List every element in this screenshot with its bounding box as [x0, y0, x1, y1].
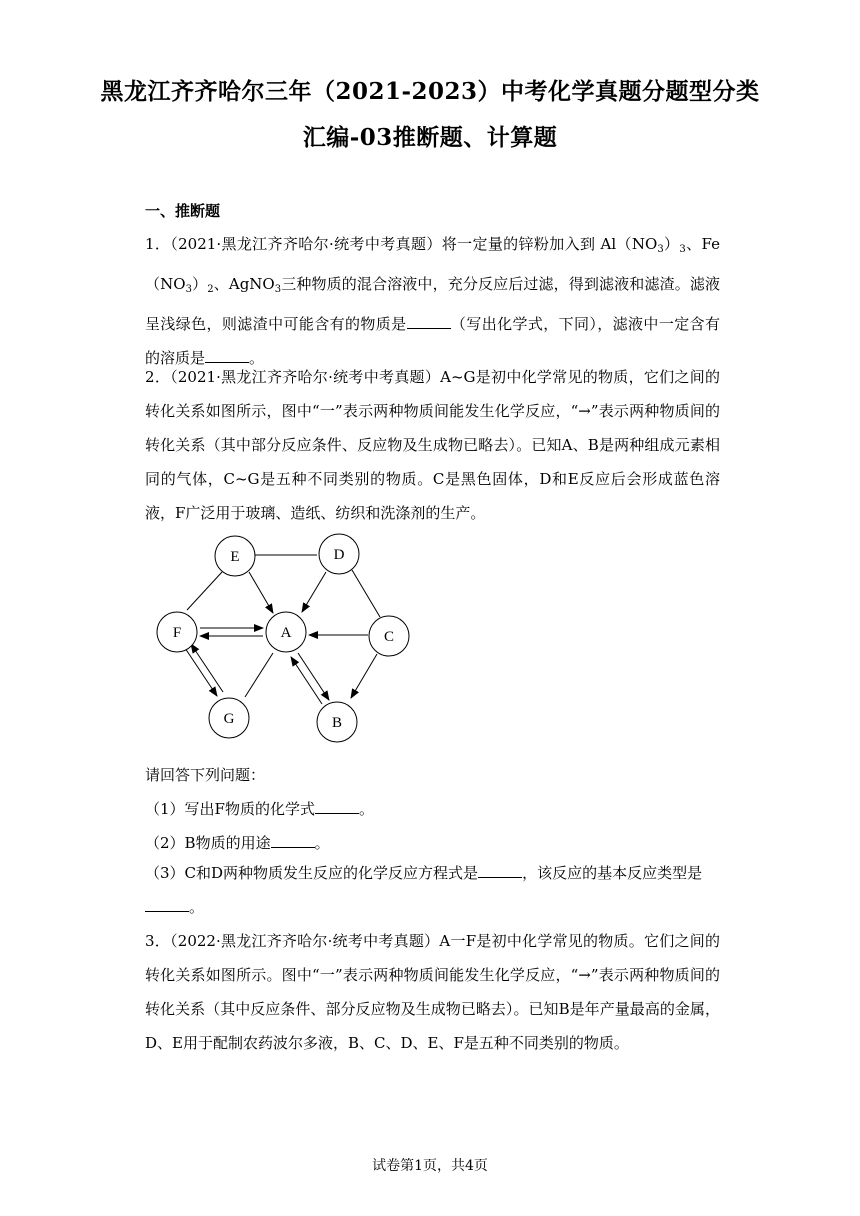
- q1-text-part: ）: [663, 235, 680, 253]
- node-g: [209, 698, 249, 738]
- answer-blank[interactable]: [478, 863, 522, 878]
- node-a: [266, 612, 306, 652]
- edge-e-f: [187, 572, 222, 610]
- answer-blank[interactable]: [407, 314, 451, 329]
- questions-prompt: 请回答下列问题：: [145, 766, 266, 784]
- edge-a-b: [298, 653, 329, 700]
- node-label-g: G: [223, 711, 235, 727]
- node-e: [215, 536, 255, 576]
- node-label-f: F: [172, 625, 182, 641]
- q1-text-part: 、AgNO: [213, 275, 275, 293]
- subquestion-3: [145, 856, 720, 924]
- edge-c-b: [351, 654, 377, 698]
- edge-g-f: [191, 644, 223, 692]
- edge-d-a: [302, 572, 326, 612]
- edge-b-a: [291, 657, 322, 704]
- answer-blank[interactable]: [315, 799, 359, 814]
- page-title-line1: 黑龙江齐齐哈尔三年（2021-2023）中考化学真题分题型分类: [100, 78, 760, 105]
- node-label-e: E: [230, 549, 240, 565]
- subquestion-1: [145, 792, 720, 826]
- subquestion-text: ，该反应的基本反应类型是: [522, 864, 703, 882]
- question-2: 2．（2021·黑龙江齐齐哈尔·统考中考真题）A~G是初中化学常见的物质，它们之间的转化关系如图所示，图中“一”表示两种物质间能发生化学反应，“→”表示两种物质间的转化关系（其中部分反应条件、反应物及生成物已略去）。已知A、B是两种组成元素相同的气体，C~G是五种不同类别的物质。C是黑色固体，D和E反应后会形成蓝色溶液，F广泛用于玻璃、造纸、纺织和洗涤剂的生产。: [145, 368, 720, 522]
- question-1: [145, 227, 720, 375]
- edge-f-g: [185, 648, 217, 696]
- node-label-a: A: [280, 625, 292, 641]
- edge-d-c: [352, 570, 380, 617]
- subscript: 3: [274, 284, 282, 295]
- subquestion-text: （2）B物质的用途: [145, 834, 271, 852]
- question-3: 3．（2022·黑龙江齐齐哈尔·统考中考真题）A一F是初中化学常见的物质。它们之间的转化关系如图所示。图中“一”表示两种物质间能发生化学反应，“→”表示两种物质间的转化关系（其中反应条件、部分反应物及生成物已略去）。已知B是年产量最高的金属，D、E用于配制农药波尔多液，B、C、D、E、F是五种不同类别的物质。: [145, 932, 720, 1052]
- page-footer: 试卷第1页，共4页: [372, 1158, 488, 1174]
- q1-text-part: （写出化学式，下同），滤液中一定含有的溶质是: [145, 315, 720, 367]
- subquestion-text: 。: [358, 800, 374, 818]
- section-heading: 一、推断题: [145, 202, 221, 220]
- page-title-line2: 汇编-03推断题、计算题: [302, 124, 558, 151]
- subquestion-text: （1）写出F物质的化学式: [145, 800, 315, 818]
- conversion-diagram: [145, 520, 425, 755]
- subquestion-2: [145, 826, 720, 860]
- subquestion-text: （3）C和D两种物质发生反应的化学反应方程式是: [145, 864, 479, 882]
- node-d: [319, 534, 359, 574]
- q1-text-part: 1．（2021·黑龙江齐齐哈尔·统考中考真题）将一定量的锌粉加入到 Al（NO: [145, 235, 658, 253]
- node-b: [317, 702, 357, 742]
- q1-text-part: ）: [191, 275, 208, 293]
- q1-text-part: 三种物质的混合溶液中，充分反应后过滤，得到滤液和滤渣。滤液呈浅绿色，则滤渣中可能含有的物质是: [145, 275, 720, 333]
- edge-a-g: [245, 653, 273, 697]
- subscript: 3: [679, 244, 686, 255]
- answer-blank[interactable]: [145, 897, 189, 912]
- subscript: 3: [185, 284, 192, 295]
- q1-text-part: 、Fe（NO: [145, 235, 720, 293]
- edge-e-a: [249, 572, 273, 613]
- q1-text-part: 。: [249, 349, 265, 367]
- answer-blank[interactable]: [271, 833, 315, 848]
- subscript: 3: [657, 244, 664, 255]
- subquestion-text: 。: [314, 834, 330, 852]
- node-f: [157, 612, 197, 652]
- node-label-c: C: [383, 629, 395, 645]
- subquestion-text: 。: [189, 898, 205, 916]
- node-label-d: D: [333, 547, 345, 563]
- node-label-b: B: [331, 715, 343, 731]
- subscript: 2: [207, 284, 214, 295]
- node-c: [369, 616, 409, 656]
